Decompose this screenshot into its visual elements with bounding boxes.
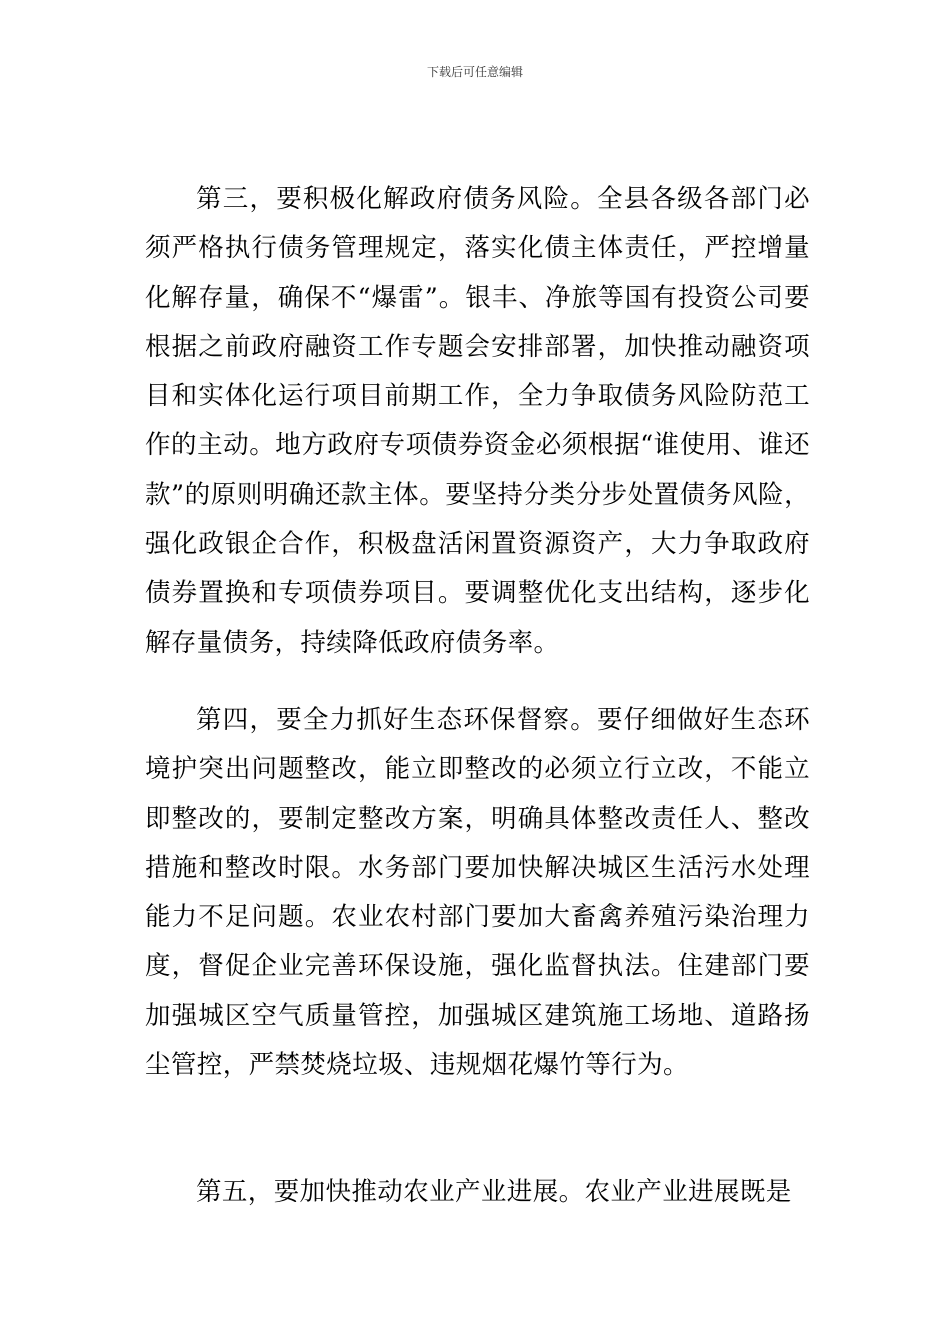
page-header: 下载后可任意编辑	[426, 65, 523, 79]
paragraph-fifth-point: 第五，要加快推动农业产业进展。农业产业进展既是	[196, 1177, 792, 1207]
paragraph-fourth-point: 第四，要全力抓好生态环保督察。要仔细做好生态环境护突出问题整改，能立即整改的必须立行立改，不能立即整改的，要制定整改方案，明确具体整改责任人、整改措施和整改时限。水务部门要加快解决城区生活污水处理能力不足问题。农业农村部门要加大畜禽养殖污染治理力度，督促企业完善环保设施，强化监督执法。住建部门要加强城区空气质量管控，加强城区建筑施工场地、道路扬尘管控，严禁焚烧垃圾、违规烟花爆竹等行为。	[145, 705, 810, 1081]
paragraph-third-point: 第三，要积极化解政府债务风险。全县各级各部门必须严格执行债务管理规定，落实化债主体责任，严控增量化解存量，确保不“爆雷”。银丰、净旅等国有投资公司要根据之前政府融资工作专题会安排部署，加快推动融资项目和实体化运行项目前期工作，全力争取债务风险防范工作的主动。地方政府专项债券资金必须根据“谁使用、谁还款”的原则明确还款主体。要坚持分类分步处置债务风险，强化政银企合作，积极盘活闲置资源资产，大力争取政府债券置换和专项债券项目。要调整优化支出结构，逐步化解存量债务，持续降低政府债务率。	[145, 184, 810, 658]
